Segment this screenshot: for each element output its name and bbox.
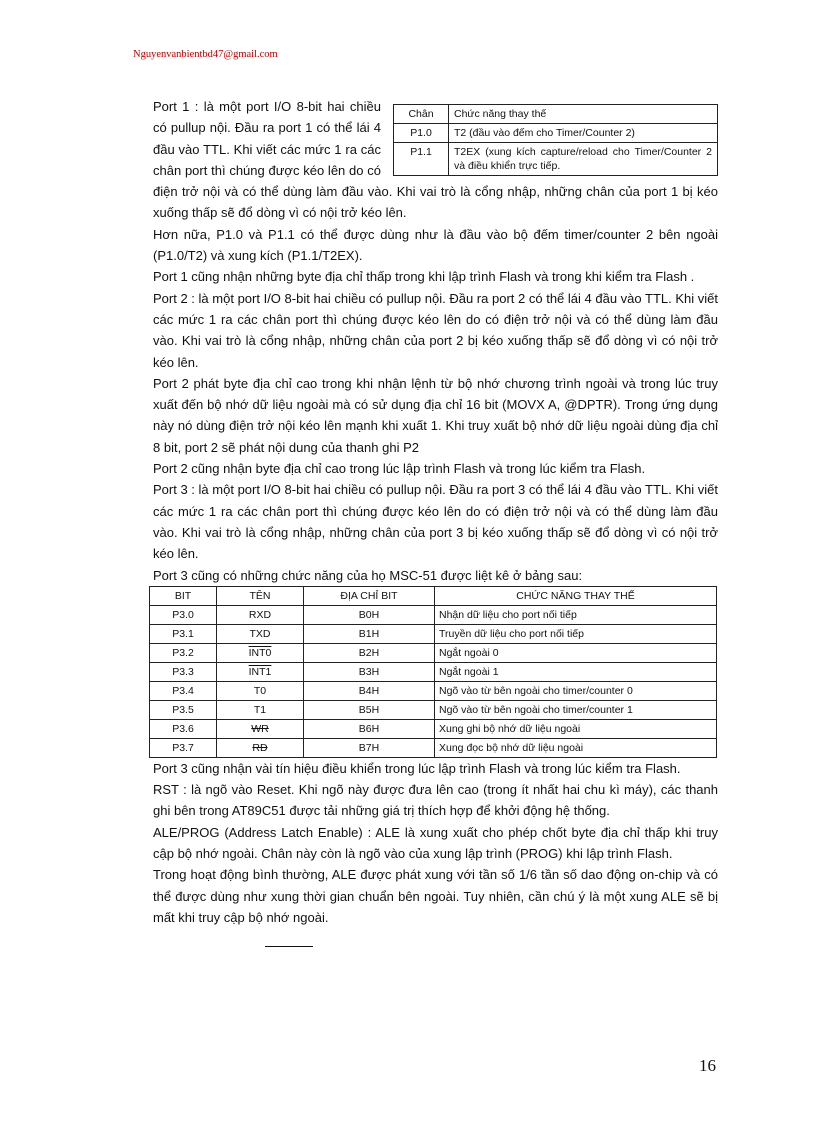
table-cell: B4H (304, 681, 435, 700)
table-cell: RXD (217, 605, 304, 624)
table-row (150, 681, 717, 700)
decorative-line (265, 946, 313, 947)
table-cell: Truyền dữ liệu cho port nối tiếp (435, 624, 717, 643)
table-cell: B2H (304, 643, 435, 662)
table-row (150, 719, 717, 738)
page-number: 16 (699, 1056, 716, 1075)
table-row (150, 643, 717, 662)
header-email: Nguyenvanbientbd47@gmail.com (133, 49, 278, 60)
table-row (394, 124, 718, 143)
table-row (150, 738, 717, 757)
signal-name: INT1 (248, 665, 272, 678)
table-cell: B0H (304, 605, 435, 624)
table-cell: T1 (217, 700, 304, 719)
table-cell: B5H (304, 700, 435, 719)
paragraph-port1: Port 1 : là một port I/O 8-bit hai chiều có pullup nội. Đầu ra port 1 có thể lái 4 đầu vào TTL. Khi viết các mức 1 ra các chân port thì chúng được kéo lên do có điện trở nội và có thể dùng làm đầu vào. Khi vai trò là cổng nhập, những chân của port 1 bị kéo xuống thấp sẽ đổ dòng vì có nội trở kéo lên. (153, 99, 718, 221)
table-cell (217, 643, 304, 662)
paragraph-ale-normal: Trong hoạt động bình thường, ALE được phát xung với tần số 1/6 tần số dao động on-chip và có thể được dùng như xung thời gian chuẩn bên ngoài. Tuy nhiên, cần chú ý là một xung ALE sẽ bị mất khi truy cập bộ nhớ ngoài. (153, 867, 718, 925)
table-cell: B6H (304, 719, 435, 738)
table-cell: P3.5 (150, 700, 217, 719)
table-cell: Nhận dữ liệu cho port nối tiếp (435, 605, 717, 624)
table-cell: Ngắt ngoài 0 (435, 643, 717, 662)
table-row (150, 624, 717, 643)
port3-alt-function-table (149, 586, 717, 758)
paragraph-ale-prog: ALE/PROG (Address Latch Enable) : ALE là xung xuất cho phép chốt byte địa chỉ thấp khi truy cập bộ nhớ ngoài. Chân này còn là ngõ vào của xung lập trình (PROG) khi lập trình Flash. (153, 824, 718, 862)
table-cell (217, 662, 304, 681)
table-header-cell: Chân (394, 105, 449, 124)
table-cell: T2 (đầu vào đếm cho Timer/Counter 2) (449, 124, 718, 143)
paragraph-port1-flash: Port 1 cũng nhận những byte địa chỉ thấp trong khi lập trình Flash và trong khi kiểm tra Flash . (153, 269, 695, 285)
table-header-cell: ĐỊA CHỈ BIT (304, 586, 435, 605)
table-cell (217, 738, 304, 757)
table-row (150, 700, 717, 719)
table-cell: P3.0 (150, 605, 217, 624)
table-cell: Xung đọc bộ nhớ dữ liệu ngoài (435, 738, 717, 757)
table-cell (217, 719, 304, 738)
table-cell: P1.0 (394, 124, 449, 143)
table-cell: B3H (304, 662, 435, 681)
table-header-cell: Chức năng thay thế (449, 105, 718, 124)
signal-name: RD (252, 741, 268, 754)
table-cell: Ngõ vào từ bên ngoài cho timer/counter 0 (435, 681, 717, 700)
table-header-cell: CHỨC NĂNG THAY THẾ (435, 586, 717, 605)
paragraph-rst: RST : là ngõ vào Reset. Khi ngõ này được đưa lên cao (trong ít nhất hai chu kì máy), các thanh ghi bên trong AT89C51 được tải những giá trị thích hợp để khởi động hệ thống. (153, 782, 718, 819)
page-body (153, 96, 718, 928)
table-header-row (394, 105, 718, 124)
table-cell: P3.1 (150, 624, 217, 643)
table-cell: P3.4 (150, 681, 217, 700)
table-header-cell: TÊN (217, 586, 304, 605)
paragraph-port1-timer: Hơn nữa, P1.0 và P1.1 có thể được dùng như là đầu vào bộ đếm timer/counter 2 bên ngoài (P1.0/T2) và xung kích (P1.1/T2EX). (153, 226, 718, 264)
table-cell: P1.1 (394, 143, 449, 176)
table-cell: P3.6 (150, 719, 217, 738)
paragraph-port3: Port 3 : là một port I/O 8-bit hai chiều có pullup nội. Đầu ra port 3 có thể lái 4 đầu vào TTL. Khi viết các mức 1 ra các chân port thì chúng được kéo lên do có điện trở nội và có thể dùng làm đầu vào. Khi vai trò là cổng nhập, những chân của port 3 bị kéo xuống thấp sẽ đổ dòng vì có nội trở kéo lên. (153, 482, 718, 562)
port1-alt-function-table (393, 104, 718, 176)
table-cell: T0 (217, 681, 304, 700)
table-cell: B7H (304, 738, 435, 757)
table-cell: Ngõ vào từ bên ngoài cho timer/counter 1 (435, 700, 717, 719)
paragraph-port2: Port 2 : là một port I/O 8-bit hai chiều có pullup nội. Đầu ra port 2 có thể lái 4 đầu vào TTL. Khi viết các mức 1 ra các chân port thì chúng được kéo lên do có điện trở nội và có thể dùng làm đầu vào. Khi vai trò là cổng nhập, những chân của port 2 bị kéo xuống thấp sẽ đổ dòng vì có nội trở kéo lên. (153, 290, 718, 370)
table-cell: TXD (217, 624, 304, 643)
table-cell: P3.7 (150, 738, 217, 757)
table-header-row (150, 586, 717, 605)
table-cell: P3.3 (150, 662, 217, 681)
table-row (150, 662, 717, 681)
paragraph-port3-flash: Port 3 cũng nhận vài tín hiệu điều khiển trong lúc lập trình Flash và trong lúc kiểm tra Flash. (153, 760, 681, 776)
table-cell: Ngắt ngoài 1 (435, 662, 717, 681)
table-cell: P3.2 (150, 643, 217, 662)
paragraph-port3-table-intro: Port 3 cũng có những chức năng của họ MSC-51 được liệt kê ở bảng sau: (153, 567, 583, 583)
table-cell: B1H (304, 624, 435, 643)
table-cell: Xung ghi bộ nhớ dữ liệu ngoài (435, 719, 717, 738)
signal-name: INT0 (248, 646, 272, 659)
paragraph-port2-flash: Port 2 cũng nhận byte địa chỉ cao trong lúc lập trình Flash và trong lúc kiểm tra Flash. (153, 461, 646, 477)
signal-name: WR (251, 722, 269, 735)
paragraph-port2-address: Port 2 phát byte địa chỉ cao trong khi nhận lệnh từ bộ nhớ chương trình ngoài và trong lúc truy xuất đến bộ nhớ dữ liệu ngoài mà có sử dụng địa chỉ 16 bit (MOVX A, @DPTR). Trong ứng dụng này nó dùng điện trở nội kéo lên mạnh khi xuất 1. Khi truy xuất bộ nhớ dữ liệu ngoài dùng địa chỉ 8 bit, port 2 sẽ phát nội dung của thanh ghi P2 (153, 375, 718, 455)
table-row (394, 143, 718, 176)
table-header-cell: BIT (150, 586, 217, 605)
table-row (150, 605, 717, 624)
table-cell: T2EX (xung kích capture/reload cho Timer/Counter 2 và điều khiển trực tiếp. (449, 143, 718, 176)
